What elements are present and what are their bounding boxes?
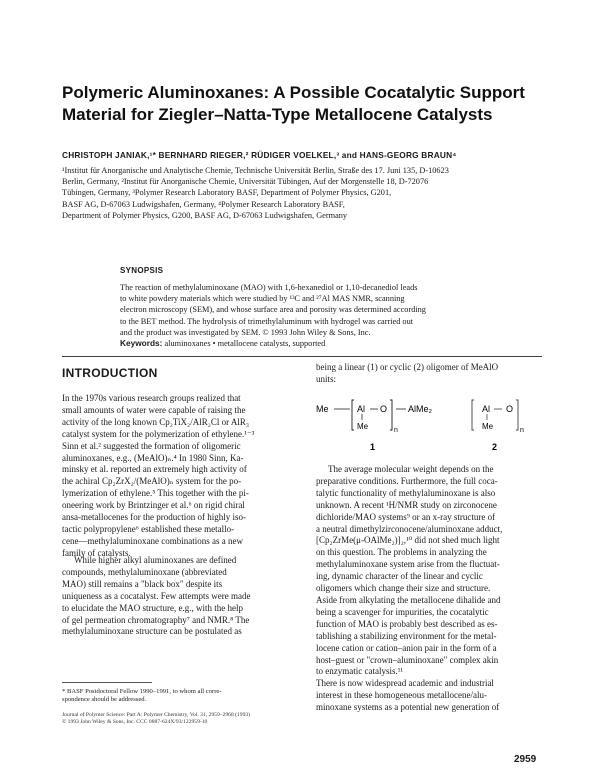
text-line: uniqueness as a cocatalyst. Few attempts were made (62, 590, 251, 601)
text-line: family of catalysts. (62, 547, 131, 558)
text-line: unknown. A recent ¹H/NMR study on zirconocene (316, 499, 497, 510)
text-line: catalyst system for the polymerization of ethylene.¹⁻³ (62, 428, 255, 439)
keywords-text: aluminoxanes • metallocene catalysts, supported (162, 339, 326, 349)
text-line: minsky et al. reported an extremely high activity of (62, 464, 247, 475)
affiliation-line: Berlin, Germany, ²Institut für Anorganische Chemie, Universität Tübingen, Auf der Morgenstelle 18, D-72076 (62, 177, 429, 187)
aluminum-label: Al (357, 404, 366, 414)
text-line: tactic polypropylene⁶ established these metallo- (62, 523, 235, 534)
text-line: oligomers which change their size and structure. (316, 583, 491, 594)
text-line: ing, dynamic character of the linear and cyclic (316, 571, 483, 582)
compound-label-2: 2 (492, 442, 498, 452)
bracket-left (472, 400, 474, 430)
text-line: host–guest or "crown–aluminoxane" complex akin (316, 654, 499, 665)
journal-citation (62, 712, 302, 726)
synopsis-line: and the product was investigated by SEM. © 1993 John Wiley & Sons, Inc. (120, 327, 371, 337)
text-line: locene cation or cation–anion pair in the form of a (316, 642, 497, 653)
text-line: cene—methylaluminoxane combinations as a new (62, 535, 243, 546)
footnote-line: * BASF Postdoctoral Fellow 1990–1991, to whom all corre- (62, 688, 222, 695)
mao-structure-diagram (316, 398, 546, 458)
journal-line: © 1993 John Wiley & Sons, Inc. CCC 0887-624X/93/122959-10 (62, 719, 208, 726)
text-line: Aside from alkylating the metallocene dihalide and (316, 594, 501, 605)
text-line: There is now widespread academic and industrial (316, 678, 494, 689)
text-line: dichloride/MAO systems⁹ or an x-ray structure of (316, 511, 496, 522)
text-line: on this question. The problems in analyzing the (316, 547, 487, 558)
text-line: While higher alkyl aluminoxanes are defined (74, 555, 237, 565)
text-line: talytic functionality of methylaluminoxane is also (316, 487, 496, 498)
bracket-left (352, 400, 354, 430)
keywords-line (120, 338, 550, 349)
text-line: small amounts of water were capable of raising the (62, 404, 246, 415)
affiliations (62, 165, 562, 221)
synopsis-line: electron microscopy (SEM), and whose surface area and porosity was determined according (120, 305, 426, 315)
text-line: being a linear (1) or cyclic (2) oligomer of MeAlO (316, 362, 499, 372)
title-line-1: Polymeric Aluminoxanes: A Possible Cocatalytic Support (62, 83, 525, 102)
text-line: aluminoxanes, e.g., (MeAlO)ₙ.⁴ In 1980 Sinn, Ka- (62, 452, 244, 463)
oxygen-label: O (380, 404, 388, 414)
synopsis-body (120, 282, 550, 349)
page-number: 2959 (514, 754, 537, 765)
text-line: In the 1970s various research groups realized that (62, 393, 241, 403)
text-line: units: (316, 373, 337, 384)
text-line: preparative conditions. Furthermore, the full coca- (316, 475, 498, 486)
text-line: oneering work by Brintzinger et al.⁶ on rigid chiral (62, 500, 245, 511)
text-line: tablishing a stabilizing environment for the metal- (316, 630, 497, 641)
synopsis-line: to the BET method. The hydrolysis of trimethylaluminum with hydrogel was carried out (120, 316, 414, 326)
synopsis-line: to white powdery materials which were studied by ¹³C and ²⁷Al MAS NMR, scanning (120, 294, 405, 304)
journal-line: Journal of Polymer Science: Part A: Polymer Chemistry, Vol. 31, 2959–2968 (1993) (62, 712, 251, 718)
oxygen-label: O (506, 404, 514, 414)
affiliation-line: Department of Polymer Physics, G200, BASF AG, D-67063 Ludwigshafen, Germany (62, 210, 348, 220)
dimethylaluminum-label: AlMe₂ (408, 404, 432, 414)
text-line: to elucidate the MAO structure, e.g., with the help (62, 602, 243, 613)
text-line: activity of the long known Cp₂TiX₂/AlR₂Cl or AlR₃ (62, 416, 249, 427)
text-line: compounds, methylaluminoxane (abbreviated (62, 566, 227, 577)
bracket-right (516, 400, 518, 430)
affiliation-line: ¹Institut für Anorganische und Analytische Chemie, Technische Universität Berlin, Straße des 17. Juni 135, D-10623 (62, 166, 449, 175)
text-line: methylaluminoxane system arise from the fluctuat- (316, 559, 500, 570)
repeat-index: n (394, 427, 398, 434)
intro-paragraph-2 (62, 555, 300, 638)
synopsis-line: The reaction of methylaluminoxane (MAO) with 1,6-hexanediol or 1,10-decanediol leads (120, 283, 418, 292)
methyl-sub-label: Me (482, 422, 494, 431)
text-line: interest in these homogeneous metallocene/alu- (316, 690, 487, 701)
text-line: [Cp₂ZrMe(μ-OAlMe₂)]₂,¹⁰ did not shed much light (316, 535, 500, 546)
affiliation-line: Tübingen, Germany, ³Polymer Research Laboratory BASF, Department of Polymer Physics, G201, (62, 188, 392, 198)
paper-title (62, 82, 542, 126)
footnote (62, 688, 292, 705)
text-line: a neutral dimethylzirconocene/aluminoxane adduct, (316, 523, 503, 534)
text-line: The average molecular weight depends on the (328, 464, 494, 474)
introduction-heading: INTRODUCTION (62, 366, 158, 380)
text-line: ansa-metallocenes for the production of highly iso- (62, 512, 246, 523)
text-line: being a scavenger for impurities, the cocatalytic (316, 606, 489, 617)
aluminum-label: Al (482, 404, 491, 414)
methyl-sub-label: Me (357, 422, 369, 431)
section-divider (62, 356, 542, 357)
text-line: MAO) still remains a "black box" despite its (62, 578, 223, 589)
intro-right-lead (316, 362, 546, 386)
intro-paragraph-1 (62, 393, 300, 560)
author-list: CHRISTOPH JANIAK,¹* BERNHARD RIEGER,² RÜDIGER VOELKEL,³ and HANS-GEORG BRAUN⁴ (62, 150, 457, 160)
repeat-index: n (520, 427, 524, 434)
text-line: minoxane systems as a potential new generation of (316, 702, 500, 713)
keywords-label: Keywords: (120, 338, 163, 349)
intro-right-column (316, 464, 546, 714)
text-line: lymerization of ethylene.⁵ This together with the pi- (62, 488, 249, 499)
compound-label-1: 1 (370, 442, 376, 452)
footnote-line: spondence should be addressed. (62, 696, 147, 704)
text-line: methylaluminoxane structure can be postulated as (62, 626, 242, 637)
footnote-divider (62, 682, 152, 683)
synopsis-heading: SYNOPSIS (120, 266, 164, 275)
text-line: to enzymatic catalysis.¹¹ (316, 666, 404, 677)
title-line-2: Material for Ziegler–Natta-Type Metallocene Catalysts (62, 105, 493, 124)
text-line: Sinn et al.² suggested the formation of oligomeric (62, 440, 241, 451)
text-line: the achiral Cp₂ZrX₂/(MeAlO)ₙ system for the po- (62, 476, 242, 487)
bracket-right (390, 400, 392, 430)
text-line: function of MAO is probably best described as es- (316, 618, 498, 629)
methyl-label: Me (316, 404, 329, 414)
text-line: of gel permeation chromatography⁷ and NMR.⁸ The (62, 614, 250, 625)
affiliation-line: BASF AG, D-67063 Ludwigshafen, Germany, ⁴Polymer Research Laboratory BASF, (62, 199, 345, 209)
